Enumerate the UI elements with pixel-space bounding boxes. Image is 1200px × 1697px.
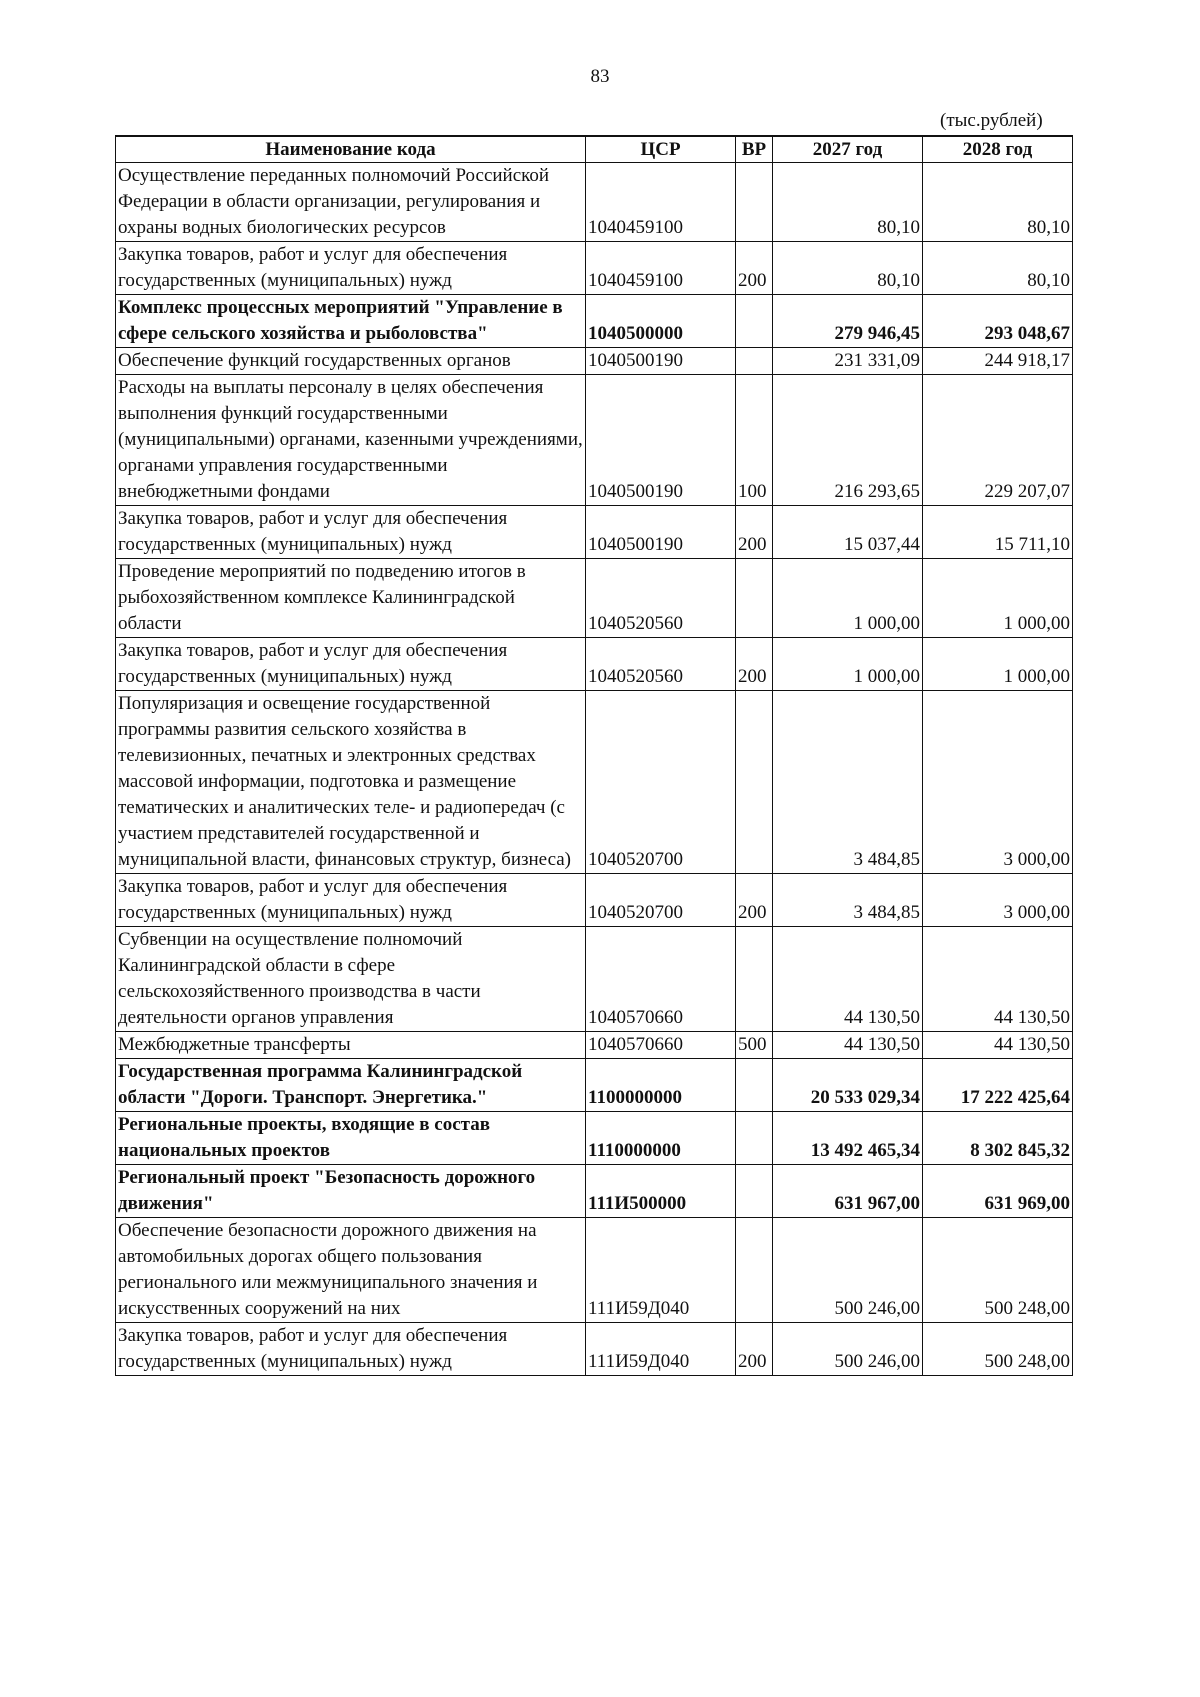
row-2027-cell: 13 492 465,34 xyxy=(773,1112,923,1165)
page-number: 83 xyxy=(590,66,610,87)
row-csr-cell: 1040520700 xyxy=(586,874,736,927)
row-2028-cell: 3 000,00 xyxy=(923,691,1073,874)
table-row xyxy=(116,927,1073,1032)
row-name-cell: Комплекс процессных мероприятий "Управление в сфере сельского хозяйства и рыболовства" xyxy=(116,295,586,348)
header-2028: 2028 год xyxy=(923,136,1073,163)
row-name-cell: Государственная программа Калининградской области "Дороги. Транспорт. Энергетика." xyxy=(116,1059,586,1112)
row-vr-cell: 200 xyxy=(736,506,773,559)
row-csr-cell: 1040520560 xyxy=(586,559,736,638)
row-csr-cell: 1040500190 xyxy=(586,506,736,559)
row-vr-cell xyxy=(736,348,773,375)
row-name-cell: Закупка товаров, работ и услуг для обеспечения государственных (муниципальных) нужд xyxy=(116,874,586,927)
row-2027-cell: 80,10 xyxy=(773,242,923,295)
row-2027-cell: 44 130,50 xyxy=(773,1032,923,1059)
table-row xyxy=(116,1112,1073,1165)
units-label: (тыс.рублей) xyxy=(940,110,1043,131)
table-body xyxy=(116,163,1073,1376)
table-row xyxy=(116,1323,1073,1376)
row-vr-cell: 200 xyxy=(736,638,773,691)
row-csr-cell: 1040500190 xyxy=(586,348,736,375)
row-name-cell: Закупка товаров, работ и услуг для обеспечения государственных (муниципальных) нужд xyxy=(116,638,586,691)
row-2027-cell: 500 246,00 xyxy=(773,1218,923,1323)
row-csr-cell: 1040570660 xyxy=(586,927,736,1032)
row-2028-cell: 244 918,17 xyxy=(923,348,1073,375)
budget-table xyxy=(115,135,1073,1376)
row-vr-cell xyxy=(736,1218,773,1323)
row-2028-cell: 1 000,00 xyxy=(923,638,1073,691)
row-name-cell: Осуществление переданных полномочий Российской Федерации в области организации, регулирования и охраны водных биологических ресурсов xyxy=(116,163,586,242)
row-2027-cell: 44 130,50 xyxy=(773,927,923,1032)
row-2028-cell: 500 248,00 xyxy=(923,1323,1073,1376)
row-vr-cell xyxy=(736,1165,773,1218)
row-2027-cell: 631 967,00 xyxy=(773,1165,923,1218)
table-row xyxy=(116,242,1073,295)
table-row xyxy=(116,163,1073,242)
row-2028-cell: 1 000,00 xyxy=(923,559,1073,638)
row-vr-cell xyxy=(736,163,773,242)
row-vr-cell xyxy=(736,927,773,1032)
row-2028-cell: 80,10 xyxy=(923,242,1073,295)
table-row xyxy=(116,559,1073,638)
row-csr-cell: 1040520700 xyxy=(586,691,736,874)
row-2027-cell: 20 533 029,34 xyxy=(773,1059,923,1112)
header-name: Наименование кода xyxy=(116,136,586,163)
row-2028-cell: 44 130,50 xyxy=(923,1032,1073,1059)
row-2027-cell: 216 293,65 xyxy=(773,375,923,506)
table-row xyxy=(116,506,1073,559)
row-csr-cell: 1040570660 xyxy=(586,1032,736,1059)
header-csr: ЦСР xyxy=(586,136,736,163)
table-row xyxy=(116,375,1073,506)
row-csr-cell: 1100000000 xyxy=(586,1059,736,1112)
row-csr-cell: 1040520560 xyxy=(586,638,736,691)
row-2027-cell: 15 037,44 xyxy=(773,506,923,559)
header-2027: 2027 год xyxy=(773,136,923,163)
row-vr-cell xyxy=(736,691,773,874)
row-name-cell: Популяризация и освещение государственной программы развития сельского хозяйства в телевизионных, печатных и электронных средствах массовой информации, подготовка и размещение тематических и аналитических теле- и радиопередач (с участием представителей государственной и муниципальной власти, финансовых структур, бизнеса) xyxy=(116,691,586,874)
row-2027-cell: 80,10 xyxy=(773,163,923,242)
row-name-cell: Закупка товаров, работ и услуг для обеспечения государственных (муниципальных) нужд xyxy=(116,1323,586,1376)
table-row xyxy=(116,691,1073,874)
row-2027-cell: 1 000,00 xyxy=(773,559,923,638)
row-csr-cell: 1110000000 xyxy=(586,1112,736,1165)
table-row xyxy=(116,638,1073,691)
table-header-row xyxy=(116,136,1073,163)
row-2027-cell: 3 484,85 xyxy=(773,874,923,927)
table-row xyxy=(116,348,1073,375)
table-row xyxy=(116,1059,1073,1112)
row-vr-cell: 200 xyxy=(736,874,773,927)
row-name-cell: Проведение мероприятий по подведению итогов в рыбохозяйственном комплексе Калининградской области xyxy=(116,559,586,638)
row-name-cell: Межбюджетные трансферты xyxy=(116,1032,586,1059)
row-vr-cell xyxy=(736,1059,773,1112)
table-row xyxy=(116,874,1073,927)
row-vr-cell xyxy=(736,559,773,638)
row-csr-cell: 111И500000 xyxy=(586,1165,736,1218)
row-csr-cell: 1040459100 xyxy=(586,163,736,242)
row-2028-cell: 229 207,07 xyxy=(923,375,1073,506)
row-name-cell: Закупка товаров, работ и услуг для обеспечения государственных (муниципальных) нужд xyxy=(116,242,586,295)
row-name-cell: Субвенции на осуществление полномочий Калининградской области в сфере сельскохозяйственного производства в части деятельности органов управления xyxy=(116,927,586,1032)
row-csr-cell: 1040500190 xyxy=(586,375,736,506)
row-csr-cell: 1040500000 xyxy=(586,295,736,348)
row-2028-cell: 3 000,00 xyxy=(923,874,1073,927)
table-row xyxy=(116,1032,1073,1059)
row-2027-cell: 279 946,45 xyxy=(773,295,923,348)
row-vr-cell: 500 xyxy=(736,1032,773,1059)
row-2027-cell: 1 000,00 xyxy=(773,638,923,691)
row-csr-cell: 111И59Д040 xyxy=(586,1218,736,1323)
row-vr-cell xyxy=(736,1112,773,1165)
row-name-cell: Региональный проект "Безопасность дорожного движения" xyxy=(116,1165,586,1218)
table-row xyxy=(116,1218,1073,1323)
table-row xyxy=(116,1165,1073,1218)
row-vr-cell xyxy=(736,295,773,348)
row-csr-cell: 1040459100 xyxy=(586,242,736,295)
row-csr-cell: 111И59Д040 xyxy=(586,1323,736,1376)
row-2027-cell: 500 246,00 xyxy=(773,1323,923,1376)
row-name-cell: Закупка товаров, работ и услуг для обеспечения государственных (муниципальных) нужд xyxy=(116,506,586,559)
row-2028-cell: 17 222 425,64 xyxy=(923,1059,1073,1112)
row-name-cell: Обеспечение безопасности дорожного движения на автомобильных дорогах общего пользования регионального или межмуниципального значения и искусственных сооружений на них xyxy=(116,1218,586,1323)
row-2028-cell: 500 248,00 xyxy=(923,1218,1073,1323)
row-vr-cell: 200 xyxy=(736,242,773,295)
header-vr: ВР xyxy=(736,136,773,163)
row-2027-cell: 3 484,85 xyxy=(773,691,923,874)
row-2028-cell: 80,10 xyxy=(923,163,1073,242)
row-2028-cell: 15 711,10 xyxy=(923,506,1073,559)
row-2028-cell: 8 302 845,32 xyxy=(923,1112,1073,1165)
row-name-cell: Расходы на выплаты персоналу в целях обеспечения выполнения функций государственными (муниципальными) органами, казенными учреждениями, органами управления государственными внебюджетными фондами xyxy=(116,375,586,506)
row-2027-cell: 231 331,09 xyxy=(773,348,923,375)
row-2028-cell: 44 130,50 xyxy=(923,927,1073,1032)
row-vr-cell: 100 xyxy=(736,375,773,506)
row-vr-cell: 200 xyxy=(736,1323,773,1376)
table-row xyxy=(116,295,1073,348)
row-name-cell: Региональные проекты, входящие в состав национальных проектов xyxy=(116,1112,586,1165)
row-name-cell: Обеспечение функций государственных органов xyxy=(116,348,586,375)
row-2028-cell: 293 048,67 xyxy=(923,295,1073,348)
row-2028-cell: 631 969,00 xyxy=(923,1165,1073,1218)
